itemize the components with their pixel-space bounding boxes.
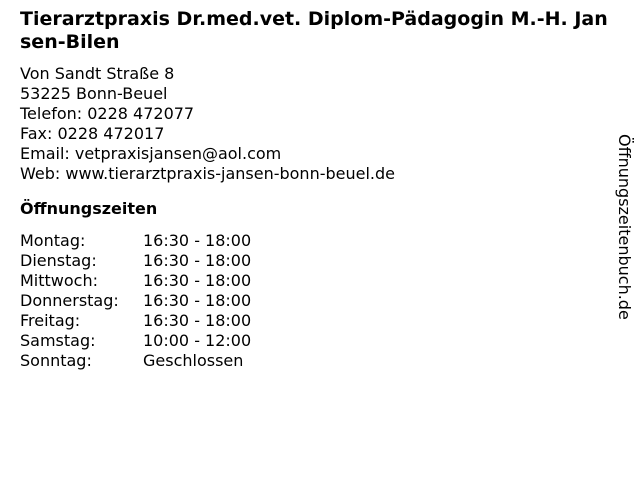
- hours-row-thursday: [20, 291, 610, 311]
- time-range: 16:30 - 18:00: [143, 251, 252, 270]
- address-street: Von Sandt Straße 8: [20, 64, 175, 83]
- practice-card: [20, 8, 610, 371]
- phone-number: Telefon: 0228 472077: [20, 104, 195, 123]
- hours-row-monday: [20, 231, 610, 251]
- day-label: Mittwoch:: [20, 271, 98, 290]
- hours-row-wednesday: [20, 271, 610, 291]
- hours-row-saturday: [20, 331, 610, 351]
- day-label: Donnerstag:: [20, 291, 119, 310]
- time-range: 16:30 - 18:00: [143, 291, 252, 310]
- time-range: 16:30 - 18:00: [143, 311, 252, 330]
- brand-watermark: Öffnungszeitenbuch.de: [615, 134, 634, 320]
- practice-title: Tierarztpraxis Dr.med.vet. Diplom-Pädagogin M.-H. Jansen-Bilen: [20, 8, 608, 53]
- day-label: Dienstag:: [20, 251, 97, 270]
- opening-hours-table: [20, 231, 610, 371]
- email-address: Email: vetpraxisjansen@aol.com: [20, 144, 282, 163]
- day-label: Sonntag:: [20, 351, 92, 370]
- day-label: Freitag:: [20, 311, 81, 330]
- time-range: 10:00 - 12:00: [143, 331, 252, 350]
- day-label: Samstag:: [20, 331, 96, 350]
- fax-number: Fax: 0228 472017: [20, 124, 165, 143]
- website: Web: www.tierarztpraxis-jansen-bonn-beuel.de: [20, 164, 395, 183]
- day-label: Montag:: [20, 231, 86, 250]
- hours-row-sunday: [20, 351, 610, 371]
- time-range: Geschlossen: [143, 351, 244, 370]
- address-city: 53225 Bonn-Beuel: [20, 84, 168, 103]
- hours-row-tuesday: [20, 251, 610, 271]
- time-range: 16:30 - 18:00: [143, 231, 252, 250]
- hours-row-friday: [20, 311, 610, 331]
- contact-info: [20, 64, 610, 184]
- time-range: 16:30 - 18:00: [143, 271, 252, 290]
- opening-hours-heading: Öffnungszeiten: [20, 199, 158, 218]
